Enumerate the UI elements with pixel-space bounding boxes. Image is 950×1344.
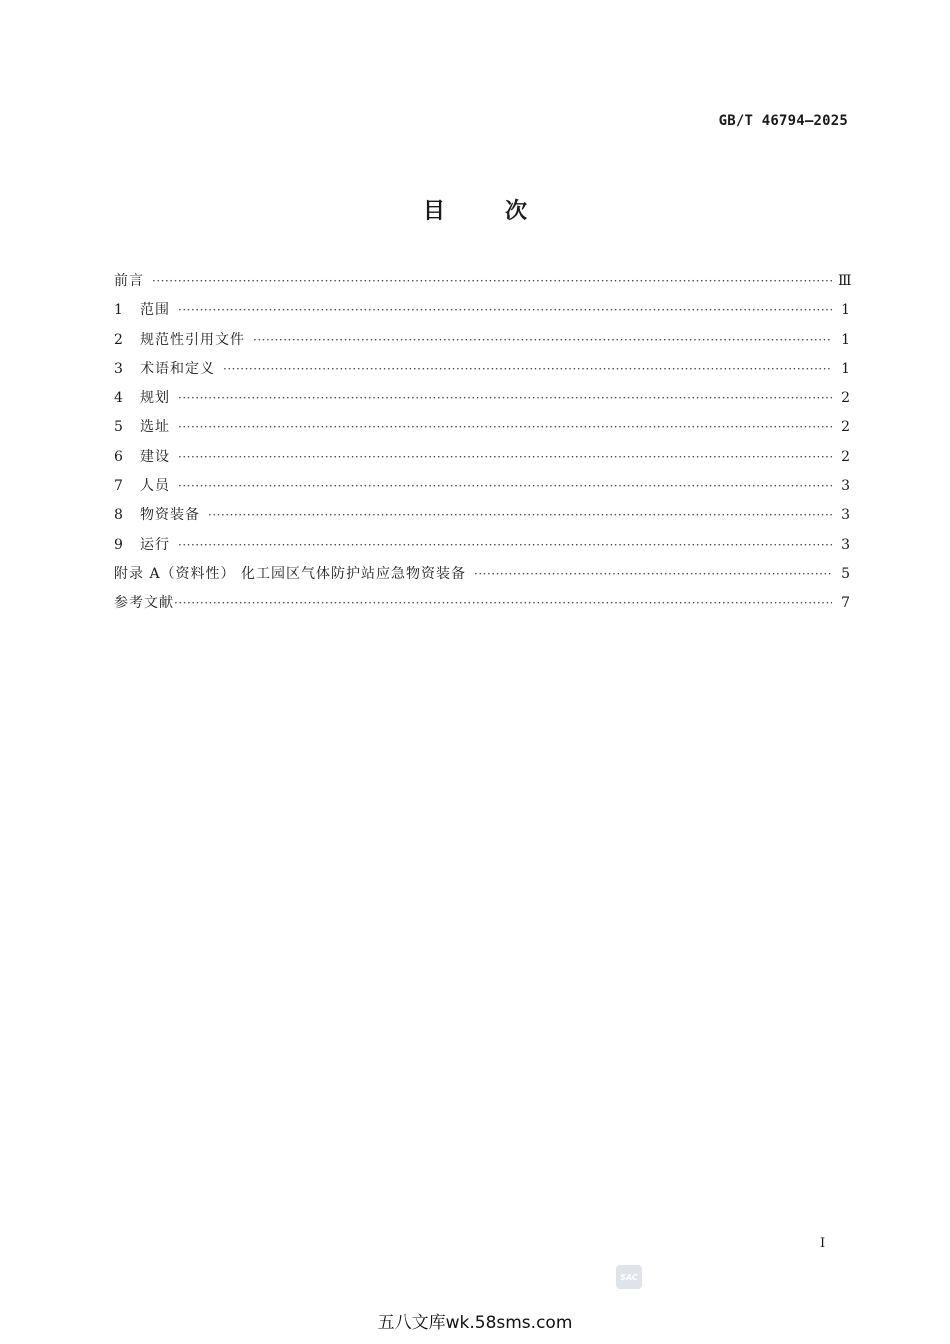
toc-entry-number: 5 [114, 419, 123, 436]
standard-code: GB/T 46794—2025 [718, 113, 848, 129]
sac-logo-icon [616, 1265, 642, 1289]
toc-leader-dots [178, 391, 832, 405]
toc-entry-number: 9 [114, 536, 123, 553]
toc-entry-label: 术语和定义 [140, 360, 215, 377]
toc-entry-9[interactable] [114, 534, 850, 563]
toc-entry-foreword[interactable] [114, 270, 850, 299]
toc-entry-3[interactable] [114, 358, 850, 387]
toc-entry-page: 3 [841, 536, 850, 553]
toc-entry-label: 物资装备 [140, 507, 200, 524]
toc-entry-number: 1 [114, 302, 123, 319]
toc-entry-5[interactable] [114, 416, 850, 445]
toc-title-char: 次 [505, 199, 528, 224]
toc-entry-label: 范围 [140, 302, 170, 319]
toc-entry-label: 规划 [140, 390, 170, 407]
toc-leader-dots [474, 567, 832, 581]
toc-title [0, 194, 950, 225]
toc-leader-dots [223, 362, 832, 376]
toc-entry-number: 8 [114, 507, 123, 524]
toc-entry-label: 运行 [140, 536, 170, 553]
toc-entry-label: 选址 [140, 419, 170, 436]
toc-entry-label: 人员 [140, 478, 170, 495]
toc-entry-page: 1 [841, 360, 850, 377]
toc-entry-number: 4 [114, 390, 123, 407]
toc-leader-dots [253, 333, 832, 347]
toc-leader-dots [174, 596, 832, 610]
toc-entry-8[interactable] [114, 504, 850, 533]
toc-entry-page: 1 [841, 302, 850, 319]
footer-watermark: 五八文库wk.58sms.com [377, 1313, 573, 1333]
toc-leader-dots [178, 420, 832, 434]
toc-entry-references[interactable] [114, 592, 850, 621]
toc-entry-label: 参考文献 [114, 595, 174, 612]
toc-entry-page: 3 [841, 478, 850, 495]
toc-entry-page: Ⅲ [838, 273, 852, 289]
toc-entry-number: 2 [114, 331, 123, 348]
svg-text:SAC: SAC [620, 1273, 638, 1282]
toc-entry-number: 6 [114, 448, 123, 465]
toc-leader-dots [152, 274, 832, 288]
toc-leader-dots [178, 450, 832, 464]
toc-entry-page: 3 [841, 507, 850, 524]
toc-entry-page: 5 [841, 565, 850, 582]
toc-entry-6[interactable] [114, 446, 850, 475]
toc-entry-2[interactable] [114, 329, 850, 358]
table-of-contents [114, 270, 850, 622]
toc-entry-page: 2 [841, 448, 850, 465]
toc-entry-4[interactable] [114, 387, 850, 416]
toc-entry-number: 7 [114, 478, 123, 495]
toc-entry-1[interactable] [114, 299, 850, 328]
page-number: I [820, 1236, 826, 1251]
toc-leader-dots [178, 303, 832, 317]
toc-leader-dots [208, 508, 832, 522]
toc-entry-appendix-a[interactable] [114, 563, 850, 592]
toc-entry-page: 7 [841, 595, 850, 612]
toc-entry-page: 2 [841, 419, 850, 436]
toc-entry-label: 附录 A（资料性） 化工园区气体防护站应急物资装备 [114, 565, 467, 582]
toc-entry-page: 1 [841, 331, 850, 348]
toc-entry-page: 2 [841, 390, 850, 407]
toc-entry-number: 3 [114, 360, 123, 377]
toc-entry-label: 建设 [140, 448, 170, 465]
toc-leader-dots [178, 538, 832, 552]
toc-entry-label: 规范性引用文件 [140, 331, 245, 348]
toc-entry-7[interactable] [114, 475, 850, 504]
toc-leader-dots [178, 479, 832, 493]
toc-entry-label: 前言 [114, 273, 144, 289]
toc-title-char: 目 [422, 199, 445, 224]
